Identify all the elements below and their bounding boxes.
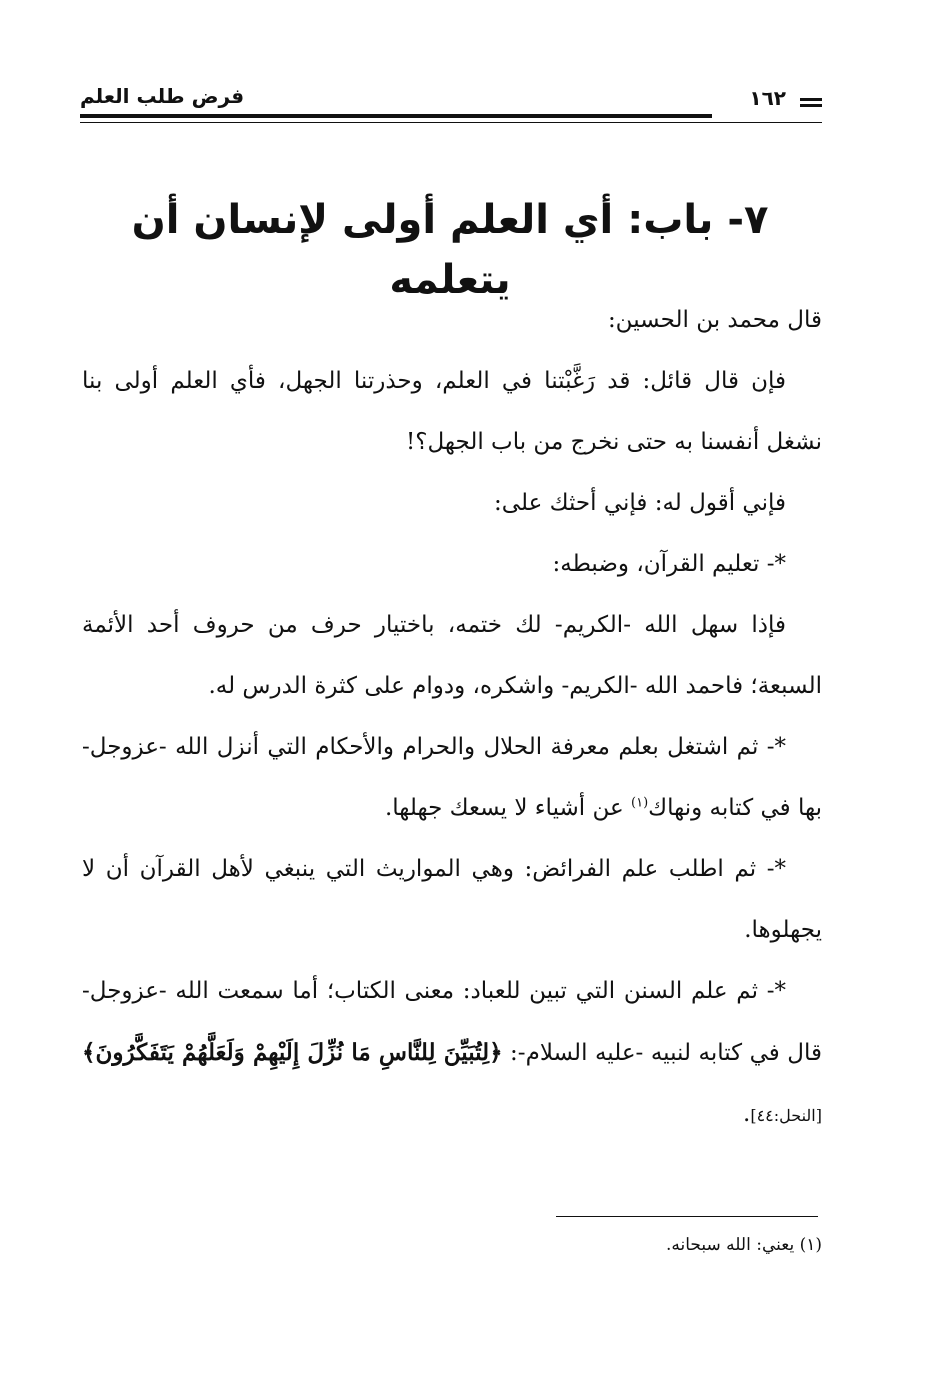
paragraph-sunnah-end: . bbox=[743, 1101, 751, 1127]
header-mark-lower bbox=[800, 104, 822, 107]
page-number: ١٦٢ bbox=[749, 86, 786, 110]
paragraph-answer: فإني أقول له: فإني أحثك على: bbox=[494, 490, 786, 516]
paragraph-recitation: فإذا سهل الله -الكريم- لك ختمه، باختيار حرف من حروف أحد الأئمة السبعة؛ فاحمد الله -الكريم- واشكره، ودوام على كثرة الدرس له. bbox=[82, 612, 822, 699]
paragraph-quran-study: *- تعليم القرآن، وضبطه: bbox=[552, 551, 786, 577]
header-rule-thin bbox=[80, 122, 822, 123]
paragraph-sunnah bbox=[82, 961, 822, 1146]
verse-citation: [النحل:٤٤] bbox=[750, 1106, 822, 1125]
paragraph-question: فإن قال قائل: قد رَغَّبْتنا في العلم، وحذرتنا الجهل، فأي العلم أولى بنا نشغل أنفسنا به حتى نخرج من باب الجهل؟! bbox=[82, 368, 822, 455]
paragraph-narrator: قال محمد بن الحسين: bbox=[607, 307, 822, 333]
footnote-reference: (١) bbox=[631, 795, 649, 811]
paragraph-halal-haram bbox=[82, 717, 822, 839]
header-rule-thick bbox=[80, 114, 712, 118]
paragraph-halal-haram-text-end: عن أشياء لا يسعك جهلها. bbox=[384, 795, 632, 821]
header-mark bbox=[800, 98, 822, 101]
running-title: فرض طلب العلم bbox=[80, 84, 245, 108]
quran-verse: ﴿لِتُبَيِّنَ لِلنَّاسِ مَا نُزِّلَ إِلَيْهِمْ وَلَعَلَّهُمْ يَتَفَكَّرُونَ﴾ bbox=[82, 1039, 503, 1066]
paragraph-inheritance: *- ثم اطلب علم الفرائض: وهي المواريث التي ينبغي لأهل القرآن أن لا يجهلوها. bbox=[82, 856, 822, 943]
body-text bbox=[82, 290, 822, 1146]
running-header bbox=[80, 84, 822, 128]
paragraph-sunnah-text: *- ثم علم السنن التي تبين للعباد: معنى الكتاب؛ أما سمعت الله -عزوجل- قال في كتابه لنبيه -عليه السلام-: bbox=[82, 978, 822, 1066]
chapter-heading: ٧- باب: أي العلم أولى لإنسان أن يتعلمه bbox=[131, 197, 769, 303]
footnote-separator bbox=[556, 1216, 818, 1217]
footnote-1: (١) يعني: الله سبحانه. bbox=[665, 1235, 822, 1255]
paragraph-halal-haram-text: *- ثم اشتغل بعلم معرفة الحلال والحرام والأحكام التي أنزل الله -عزوجل- بها في كتابه ونهاك bbox=[82, 734, 822, 821]
